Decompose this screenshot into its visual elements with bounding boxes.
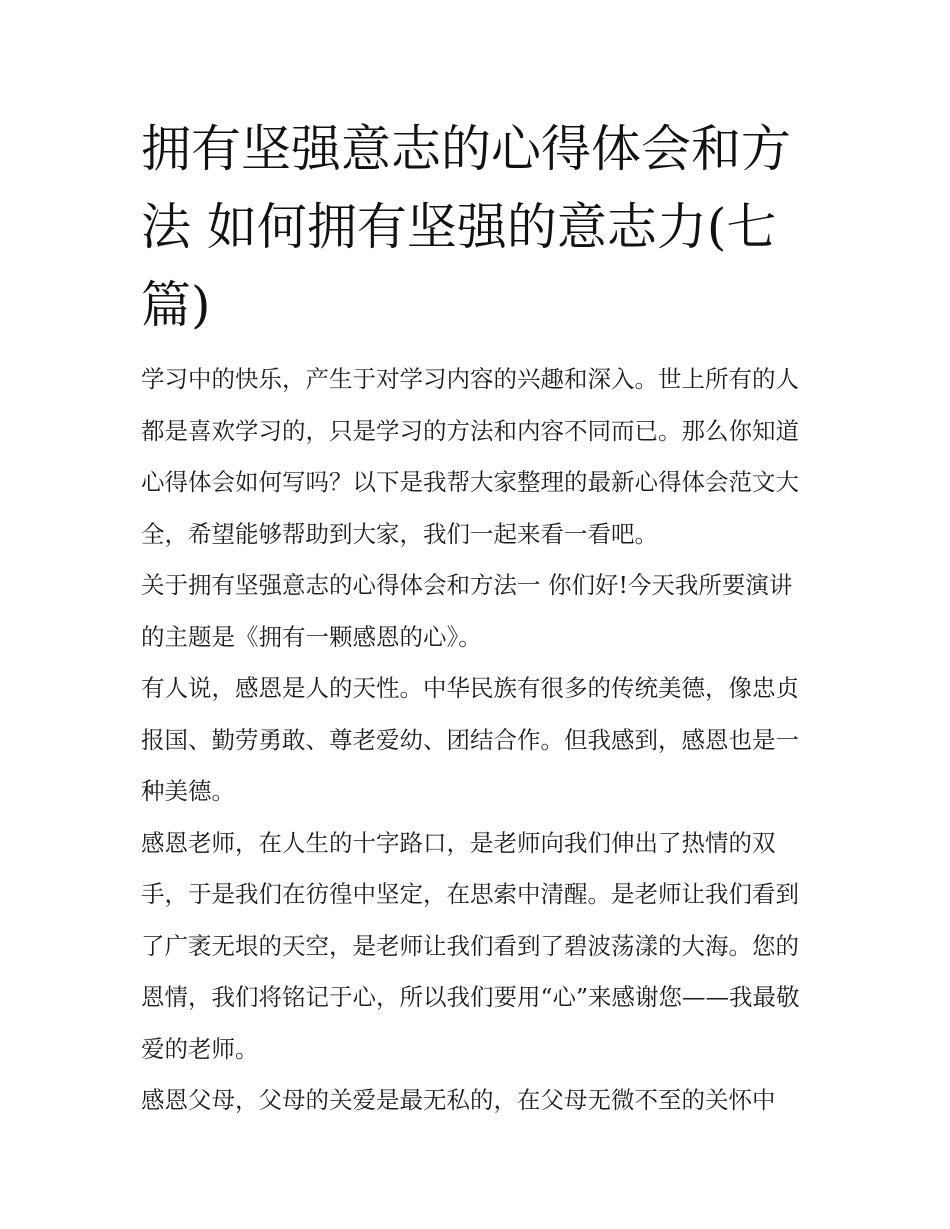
document-title: 拥有坚强意志的心得体会和方法 如何拥有坚强的意志力(七篇) [141, 120, 791, 334]
parents-paragraph: 感恩父母，父母的关爱是最无私的，在父母无微不至的关怀中 [141, 1086, 776, 1114]
document-body [141, 354, 811, 1127]
intro-paragraph: 学习中的快乐，产生于对学习内容的兴趣和深入。世上所有的人都是喜欢学习的，只是学习的方法和内容不同而已。那么你知道心得体会如何写吗？以下是我帮大家整理的最新心得体会范文大全，希望能够帮助到大家，我们一起来看一看吧。 [141, 365, 799, 548]
section-one-paragraph: 关于拥有坚强意志的心得体会和方法一 你们好!今天我所要演讲的主题是《拥有一颗感恩的心》。 [141, 571, 793, 651]
gratitude-paragraph: 有人说，感恩是人的天性。中华民族有很多的传统美德，像忠贞报国、勤劳勇敢、尊老爱幼、团结合作。但我感到，感恩也是一种美德。 [141, 674, 799, 805]
teacher-paragraph: 感恩老师，在人生的十字路口，是老师向我们伸出了热情的双手，于是我们在彷徨中坚定，在思索中清醒。是老师让我们看到了广袤无垠的天空，是老师让我们看到了碧波荡漾的大海。您的恩情，我们将铭记于心，所以我们要用“心”来感谢您——我最敬爱的老师。 [141, 828, 800, 1063]
